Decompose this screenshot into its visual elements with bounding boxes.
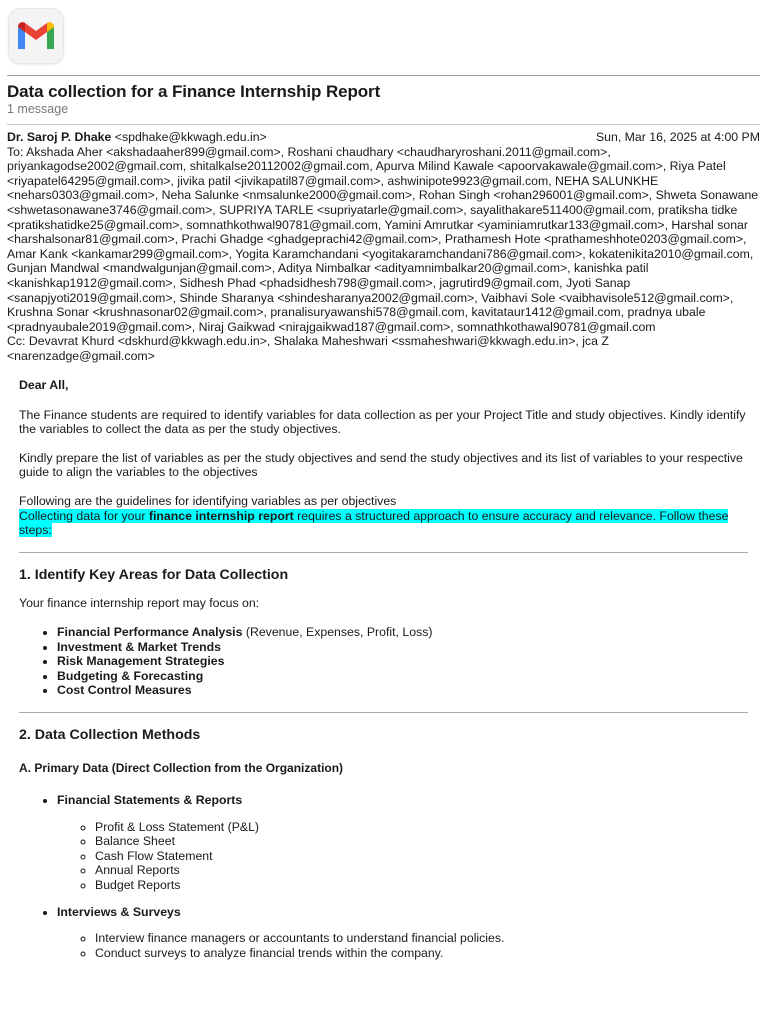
from-row: [7, 130, 760, 145]
list-item: ◦ Budget Reports: [95, 878, 748, 893]
list-item: • Budgeting & Forecasting: [57, 669, 748, 684]
paragraph-2: Kindly prepare the list of variables as per the study objectives and send the study objectives and its list of variables to your respective guide to align the variables to the objectives: [19, 450, 743, 480]
sender-name: Dr. Saroj P. Dhake: [7, 130, 112, 144]
gmail-logo-icon: [8, 8, 64, 64]
list-item: ◦ Interview finance managers or accountants to understand financial policies.: [95, 931, 748, 946]
subject-divider: [7, 124, 760, 125]
highlight-bold: finance internship report: [148, 508, 294, 523]
section-2-title: 2. Data Collection Methods: [19, 726, 201, 743]
to-recipients: To: Akshada Aher <akshadaaher899@gmail.com>, Roshani chaudhary <chaudharyroshani.2011@gmail.com>, priyankagodse2002@gmail.com, shitalkalse20112002@gmail.com, Apurva Milind Kawale <apoorvakawale@gmail.com>, Riya Patel <riyapatel64295@gmail.com>, jivika patil <jivikapatil87@gmail.com>, ashwinipote9923@gmail.com, NEHA SALUNKHE <nehars0303@gmail.com>, Neha Salunke <nmsalunke2000@gmail.com>, Rohan Singh <rohan296001@gmail.com>, Shweta Sonawane <shwetasonawane3746@gmail.com>, SUPRIYA TARLE <supriyatarle@gmail.com>, sayalithakare511400@gmail.com, pratiksha tidke <pratikshatidke25@gmail.com>, somnathkothwal90781@gmail.com, Yamini Amrutkar <yaminiamrutkar133@gmail.com>, Harshal sonar <harshalsonar81@gmail.com>, Prachi Ghadge <ghadgeprachi42@gmail.com>, Prathamesh Hote <prathameshhote0203@gmail.com>, Amar Kank <kankamar299@gmail.com>, Yogita Karamchandani <yogitakaramchandani786@gmail.com>, kokatenikita2010@gmail.com, Gunjan Mandwal <mandwalgunjan@gmail.com>, Aditya Nimbalkar <adityamnimbalkar20@gmail.com>, kanishka patil <kanishkap1912@gmail.com>, Sidhesh Phad <phadsidhesh798@gmail.com>, jagrutird9@gmail.com, Jyoti Sanap <sanapjyoti2019@gmail.com>, Shinde Sharanya <shindesharanya2002@gmail.com>, Vaibhavi Sole <vaibhavisole512@gmail.com>, Krushna Sonar <krushnasonar02@gmail.com>, pranalisuryawanshi578@gmail.com, kavitataur1412@gmail.com, pradnya ubale <pradnyaubale2019@gmail.com>, Niraj Gaikwad <nirajgaikwad187@gmail.com>, somnathkothawal90781@gmail.com: [7, 144, 759, 334]
list-item: • Cost Control Measures: [57, 683, 748, 698]
sender: [7, 130, 267, 145]
list-item: • Financial Performance Analysis (Revenue, Expenses, Profit, Loss): [57, 625, 748, 640]
list-item: • Interviews & Surveys ◦ Interview finance managers or accountants to understand financial policies. ◦ Conduct surveys to analyze financial trends within the company.: [57, 905, 748, 961]
highlighted-intro: [19, 509, 748, 538]
list-item: ◦ Balance Sheet: [95, 834, 748, 849]
sender-email: <spdhake@kkwagh.edu.in>: [114, 130, 267, 144]
section-divider-2: [19, 712, 748, 713]
statements-list: [57, 820, 748, 893]
list-item: ◦ Cash Flow Statement: [95, 849, 748, 864]
section-1-lead: Your finance internship report may focus on:: [19, 596, 260, 611]
interviews-list: [57, 931, 748, 960]
email-body: [19, 378, 748, 960]
cc-recipients: Cc: Devavrat Khurd <dskhurd@kkwagh.edu.in>, Shalaka Maheshwari <ssmaheshwari@kkwagh.edu.in>, jca Z <narenzadge@gmail.com>: [7, 334, 609, 363]
paragraph-1: The Finance students are required to identify variables for data collection as per your Project Title and study objectives. Kindly identify the variables to collect the data as per the study objectives.: [19, 407, 746, 437]
message-count: 1 message: [7, 102, 69, 116]
section-2-subheading: A. Primary Data (Direct Collection from the Organization): [19, 760, 344, 775]
primary-data-list: [19, 793, 748, 960]
list-item: • Investment & Market Trends: [57, 640, 748, 655]
greeting: Dear All,: [19, 378, 69, 392]
email-date: Sun, Mar 16, 2025 at 4:00 PM: [595, 130, 760, 144]
key-areas-list: [19, 625, 748, 698]
highlight-pre: Collecting data for your: [19, 508, 149, 523]
list-item: • Risk Management Strategies: [57, 654, 748, 669]
email-subject: Data collection for a Finance Internship Report: [7, 82, 381, 101]
list-item: • Financial Statements & Reports ◦ Profit & Loss Statement (P&L) ◦ Balance Sheet ◦ Cash Flow Statement ◦ Annual Reports ◦ Budget Reports: [57, 793, 748, 893]
section-divider-1: [19, 552, 748, 553]
gmail-logo-graphic: [16, 21, 56, 51]
list-item: ◦ Conduct surveys to analyze financial trends within the company.: [95, 946, 748, 961]
email-header: [7, 130, 760, 364]
paragraph-3: Following are the guidelines for identifying variables as per objectives: [19, 493, 397, 508]
list-item: ◦ Profit & Loss Statement (P&L): [95, 820, 748, 835]
top-divider: [7, 75, 760, 76]
highlight-post: requires a structured approach to ensure accuracy and relevance. Follow these steps:: [19, 508, 729, 538]
section-1-title: 1. Identify Key Areas for Data Collection: [19, 566, 289, 583]
list-item: ◦ Annual Reports: [95, 863, 748, 878]
